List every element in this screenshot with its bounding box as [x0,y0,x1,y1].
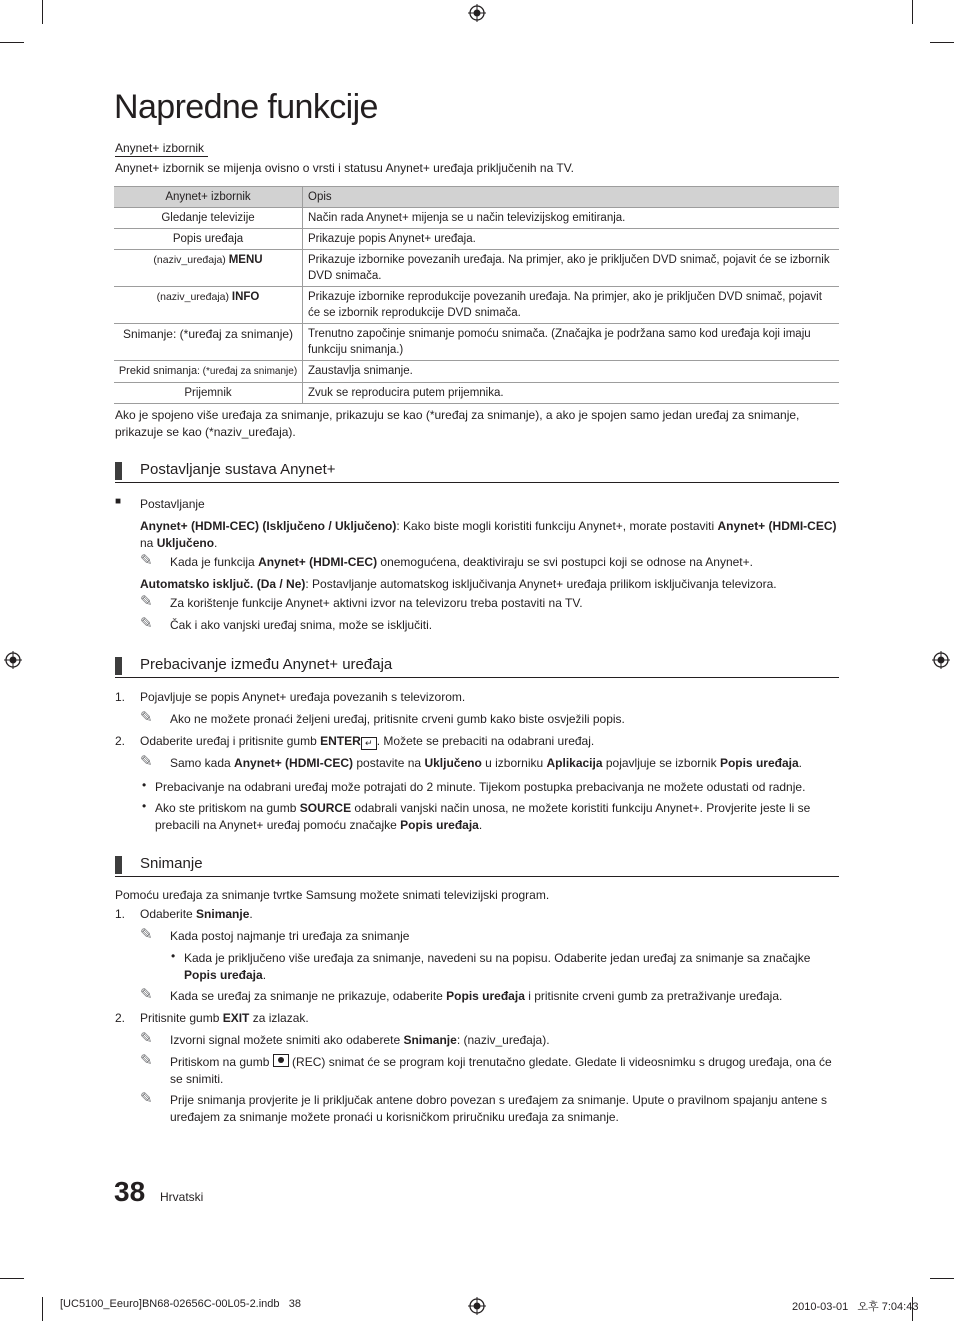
bullet-part: Ako ste pritiskom na gumb [155,801,300,815]
table-row [114,324,839,361]
table-cell-desc: Zvuk se reproducira putem prijemnika. [303,383,840,404]
cec-setting-label: Anynet+ (HDMI-CEC) (Isključeno / Uključeno) [140,519,397,533]
note-text [170,755,802,772]
step-text: Pojavljuje se popis Anynet+ uređaja povezanih s televizorom. [140,690,466,704]
table-note: Ako je spojeno više uređaja za snimanje, prikazuju se kao (*uređaj za snimanje), a ako je spojen samo jedan uređaj za snimanje, prikazuje se kao (*naziv_uređaja). [115,408,800,439]
anynet-menu-table [114,186,839,404]
crop-mark [912,0,913,24]
note-icon: ✎ [140,1030,153,1047]
note-text: Kada postoj najmanje tri uređaja za snimanje [170,929,410,943]
step-part: Pritisnite gumb [140,1011,223,1025]
recorder-label: : (*uređaj za snimanje) [197,366,298,377]
note-part: onemogućena, deaktiviraju se svi postupci koji se odnose na Anynet+. [377,555,753,569]
note-part: i pritisnite crveni gumb za pretraživanje uređaja. [524,989,783,1003]
note-bold: Snimanje [403,1033,457,1047]
bullet-part: . [262,968,267,982]
note-part: Pritiskom na gumb [170,1055,273,1069]
crop-mark [930,42,954,43]
table-cell-desc: Zaustavlja snimanje. [303,361,840,383]
note-part: Kada se uređaj za snimanje ne prikazuje, odaberite [170,989,447,1003]
table-header: Opis [303,187,840,208]
device-name-label: (naziv_uređaja) [153,254,229,266]
table-row [114,250,839,287]
step-number: 2. [115,734,126,748]
note-part: Kada je funkcija [170,555,259,569]
square-bullet-icon: ■ [115,496,122,507]
cec-text: : Kako biste mogli koristiti funkciju Anynet+, morate postaviti [396,519,718,533]
footer-timestamp: 2010-03-01 오후 7:04:43 [792,1301,919,1313]
registration-mark-icon [4,651,22,669]
bullet-part: . [478,818,483,832]
note-text [170,1032,550,1049]
step-text [140,1010,309,1027]
table-header: Anynet+ izbornik [114,187,303,208]
enter-label: ENTER [320,734,361,748]
step-bold: Snimanje [196,907,250,921]
crop-mark [0,1278,24,1279]
source-label: SOURCE [299,801,352,815]
note-icon: ✎ [140,753,153,770]
table-cell-desc: Način rada Anynet+ mijenja se u način televizijskog emitiranja. [303,208,840,229]
table-cell-menu [114,361,303,383]
note-bold: Uključeno [424,756,482,770]
table-cell-desc: Prikazuje izbornike reprodukcije povezanih uređaja. Na primjer, ako je priključen DVD snimač, pojavit će se izbornik reprodukcije DVD snimača. [303,287,840,324]
note-part: (REC) snimat će se program koji trenutačno gledate. Gledate li videosnimku s drugog uređaja, ona će se snimiti. [170,1055,832,1086]
step-part: za izlazak. [249,1011,309,1025]
section-bar [115,657,122,675]
menu-key-label: MENU [228,254,263,266]
recording-label: Snimanje [122,327,173,341]
note-text: Za korištenje funkcije Anynet+ aktivni izvor na televizoru treba postaviti na TV. [170,596,583,610]
step-part: Odaberite [140,907,197,921]
registration-mark-icon [932,651,950,669]
table-row [114,287,839,324]
device-name-label: (naziv_uređaja) [156,291,232,303]
table-row [114,361,839,383]
note-bold: Anynet+ (HDMI-CEC) [234,756,354,770]
note-part: pojavljuje se izbornik [602,756,720,770]
bullet-text [155,800,839,834]
bullet-part: Kada je priključeno više uređaja za snimanje, navedeni su na popisu. Odaberite jedan uređaj za snimanje sa značajke [184,951,811,965]
crop-mark [42,1297,43,1321]
note-part: : (naziv_uređaja). [456,1033,550,1047]
table-cell-menu: Prijemnik [114,383,303,404]
recorder-label: : (*uređaj za snimanje) [172,327,294,341]
table-cell-desc: Prikazuje popis Anynet+ uređaja. [303,229,840,250]
cec-text: na [140,536,157,550]
bullet-text [184,950,824,984]
step-number: 1. [115,907,126,921]
section-title: Postavljanje sustava Anynet+ [140,461,336,478]
note-icon: ✎ [140,986,153,1003]
note-icon: ✎ [140,1090,153,1107]
section-bar [115,462,122,480]
note-text: Ako ne možete pronaći željeni uređaj, pritisnite crveni gumb kako biste osvježili popis. [170,712,625,726]
note-icon: ✎ [140,926,153,943]
bullet-icon: • [142,799,147,813]
enter-icon: ↵ [361,737,377,750]
step-number: 1. [115,690,126,704]
table-cell-desc: Trenutno započinje snimanje pomoću snimača. (Značajka je podržana samo kod uređaja koji imaju funkciju snimanja.) [303,324,840,361]
stop-recording-label: Prekid snimanja [118,365,198,377]
page-title: Napredne funkcije [114,88,378,126]
table-row [114,208,839,229]
language-label: Hrvatski [160,1190,204,1204]
note-part: u izborniku [481,756,547,770]
crop-mark [0,42,24,43]
registration-mark-icon [468,4,486,22]
step-part: Odaberite uređaj i pritisnite gumb [140,734,321,748]
bullet-text: Prebacivanje na odabrani uređaj može potrajati do 2 minute. Tijekom postupka prebacivanja ne možete odustati od radnje. [155,780,806,794]
rec-button-icon [273,1054,289,1067]
note-part: Samo kada [170,756,235,770]
table-cell-menu [114,287,303,324]
exit-label: EXIT [222,1011,250,1025]
note-text [170,988,782,1005]
subsection-title: Anynet+ izbornik [115,141,208,157]
table-cell-desc: Prikazuje izbornike povezanih uređaja. Na primjer, ako je priključen DVD snimač, pojavit će se izbornik DVD snimača. [303,250,840,287]
auto-off-text [140,576,777,593]
cec-text-bold: Anynet+ (HDMI-CEC) [717,519,837,533]
footer-file-info: [UC5100_Eeuro]BN68-02656C-00L05-2.indb 38 [60,1298,301,1310]
note-icon: ✎ [140,552,153,569]
bullet-bold: Popis uređaja [184,968,263,982]
step-text [140,906,253,923]
cec-text: . [214,536,218,550]
note-part: . [798,756,802,770]
section-title: Prebacivanje između Anynet+ uređaja [140,656,393,673]
auto-off-desc: : Postavljanje automatskog isključivanja Anynet+ uređaja prilikom isključivanja televizora. [305,577,777,591]
table-cell-menu [114,324,303,361]
note-icon: ✎ [140,615,153,632]
note-icon: ✎ [140,1052,153,1069]
bullet-icon: • [142,778,147,792]
step-part: . [249,907,253,921]
crop-mark [930,1278,954,1279]
section-bar [115,856,122,874]
info-key-label: INFO [231,291,260,303]
note-text: Čak i ako vanjski uređaj snima, može se isključiti. [170,618,433,632]
registration-mark-icon [468,1297,486,1315]
bullet-icon: • [171,949,176,963]
note-text: Prije snimanja provjerite je li priključak antene dobro povezan s uređajem za snimanje. Upute o pravilnom spajanju antene s uređajem za snimanje možete pronaći u korisničkom priručniku uređaja za snimanje. [170,1093,828,1124]
table-cell-menu: Gledanje televizije [114,208,303,229]
setup-item-label: Postavljanje [140,497,205,511]
note-part: postavite na [353,756,425,770]
cec-setting-text [140,518,839,552]
section-title: Snimanje [140,855,203,872]
table-row [114,229,839,250]
step-part: . Možete se prebaciti na odabrani uređaj. [376,734,595,748]
note-part: Izvorni signal možete snimiti ako odaberete [170,1033,404,1047]
note-bold: Aplikacija [546,756,603,770]
note-bold: Popis uređaja [446,989,525,1003]
table-cell-menu: Popis uređaja [114,229,303,250]
note-bold: Popis uređaja [719,756,799,770]
cec-text-bold: Uključeno [156,536,215,550]
section-heading [115,854,839,877]
auto-off-label: Automatsko isključ. (Da / Ne) [140,577,306,591]
intro-text: Anynet+ izbornik se mijenja ovisno o vrsti i statusu Anynet+ uređaja priključenih na TV. [115,161,574,175]
step-text [140,733,594,750]
crop-mark [42,0,43,24]
table-cell-menu [114,250,303,287]
note-text [170,554,753,571]
section-heading [115,460,839,483]
note-bold: Anynet+ (HDMI-CEC) [258,555,378,569]
recording-intro: Pomoću uređaja za snimanje tvrtke Samsung možete snimati televizijski program. [115,888,550,902]
bullet-bold: Popis uređaja [400,818,479,832]
note-icon: ✎ [140,709,153,726]
note-text [170,1054,839,1088]
table-row [114,383,839,404]
note-icon: ✎ [140,593,153,610]
table-header-row [114,187,839,208]
page-number: 38 [114,1176,146,1207]
bullet-part: odabrali vanjski način unosa, ne možete koristiti funkciju Anynet+. Provjerite jeste li se prebacili na Anynet+ uređaj pomoću značajke [155,801,811,832]
section-heading [115,655,839,678]
step-number: 2. [115,1011,126,1025]
